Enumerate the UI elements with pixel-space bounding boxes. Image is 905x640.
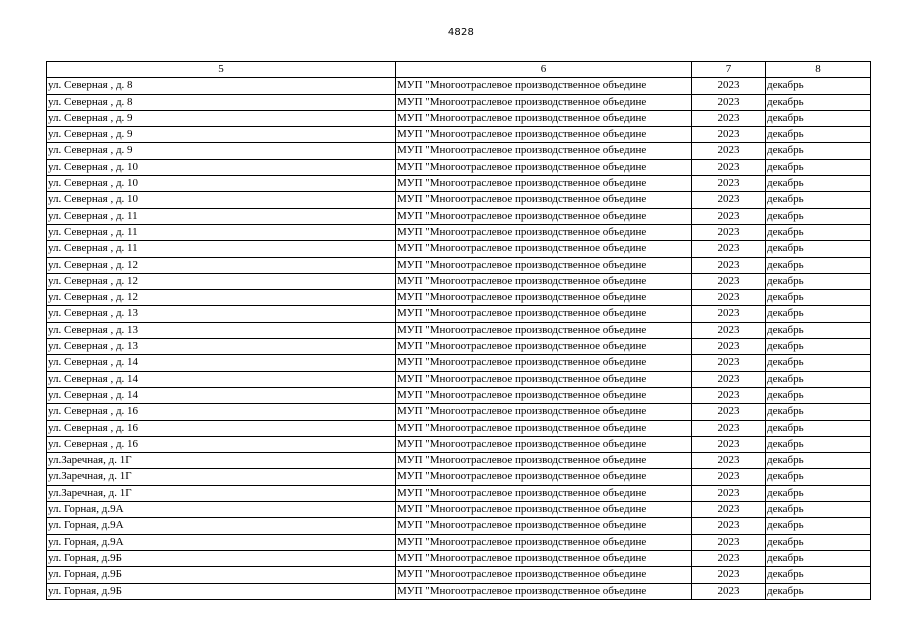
organization-cell: МУП "Многоотраслевое производственное объедине — [396, 208, 692, 224]
year-cell: 2023 — [692, 241, 766, 257]
year-cell: 2023 — [692, 110, 766, 126]
table-row — [47, 127, 871, 143]
month-cell: декабрь — [766, 176, 871, 192]
month-cell: декабрь — [766, 241, 871, 257]
year-cell: 2023 — [692, 355, 766, 371]
year-cell: 2023 — [692, 94, 766, 110]
table-row — [47, 192, 871, 208]
month-cell: декабрь — [766, 502, 871, 518]
organization-cell: МУП "Многоотраслевое производственное объедине — [396, 143, 692, 159]
year-cell: 2023 — [692, 143, 766, 159]
address-cell: ул. Горная, д.9Б — [47, 550, 396, 566]
year-cell: 2023 — [692, 404, 766, 420]
table-row — [47, 371, 871, 387]
organization-cell: МУП "Многоотраслевое производственное объедине — [396, 420, 692, 436]
year-cell: 2023 — [692, 257, 766, 273]
year-cell: 2023 — [692, 290, 766, 306]
address-cell: ул. Северная , д. 12 — [47, 290, 396, 306]
table-row — [47, 355, 871, 371]
year-cell: 2023 — [692, 224, 766, 240]
year-cell: 2023 — [692, 485, 766, 501]
organization-cell: МУП "Многоотраслевое производственное объедине — [396, 502, 692, 518]
organization-cell: МУП "Многоотраслевое производственное объедине — [396, 159, 692, 175]
table-row — [47, 583, 871, 599]
table-row — [47, 387, 871, 403]
year-cell: 2023 — [692, 387, 766, 403]
organization-cell: МУП "Многоотраслевое производственное объедине — [396, 127, 692, 143]
table-row — [47, 322, 871, 338]
register-table — [46, 61, 871, 600]
organization-cell: МУП "Многоотраслевое производственное объедине — [396, 355, 692, 371]
organization-cell: МУП "Многоотраслевое производственное объедине — [396, 404, 692, 420]
month-cell: декабрь — [766, 453, 871, 469]
table-row — [47, 306, 871, 322]
month-cell: декабрь — [766, 224, 871, 240]
organization-cell: МУП "Многоотраслевое производственное объедине — [396, 176, 692, 192]
table-row — [47, 273, 871, 289]
address-cell: ул. Северная , д. 14 — [47, 387, 396, 403]
year-cell: 2023 — [692, 127, 766, 143]
table-row — [47, 436, 871, 452]
organization-cell: МУП "Многоотраслевое производственное объедине — [396, 290, 692, 306]
month-cell: декабрь — [766, 518, 871, 534]
address-cell: ул. Северная , д. 11 — [47, 224, 396, 240]
organization-cell: МУП "Многоотраслевое производственное объедине — [396, 241, 692, 257]
table-body — [47, 78, 871, 600]
address-cell: ул. Северная , д. 16 — [47, 420, 396, 436]
address-cell: ул. Северная , д. 9 — [47, 110, 396, 126]
month-cell: декабрь — [766, 355, 871, 371]
organization-cell: МУП "Многоотраслевое производственное объедине — [396, 110, 692, 126]
organization-cell: МУП "Многоотраслевое производственное объедине — [396, 306, 692, 322]
year-cell: 2023 — [692, 322, 766, 338]
organization-cell: МУП "Многоотраслевое производственное объедине — [396, 257, 692, 273]
year-cell: 2023 — [692, 306, 766, 322]
organization-cell: МУП "Многоотраслевое производственное объедине — [396, 273, 692, 289]
address-cell: ул. Северная , д. 8 — [47, 78, 396, 94]
address-cell: ул. Северная , д. 10 — [47, 192, 396, 208]
address-cell: ул. Горная, д.9А — [47, 534, 396, 550]
address-cell: ул. Горная, д.9Б — [47, 567, 396, 583]
organization-cell: МУП "Многоотраслевое производственное объедине — [396, 485, 692, 501]
year-cell: 2023 — [692, 159, 766, 175]
month-cell: декабрь — [766, 127, 871, 143]
month-cell: декабрь — [766, 273, 871, 289]
table-row — [47, 110, 871, 126]
table-row — [47, 208, 871, 224]
address-cell: ул. Северная , д. 16 — [47, 404, 396, 420]
column-header-5: 5 — [47, 62, 396, 78]
table-row — [47, 404, 871, 420]
table-row — [47, 420, 871, 436]
table-row — [47, 567, 871, 583]
organization-cell: МУП "Многоотраслевое производственное объедине — [396, 518, 692, 534]
month-cell: декабрь — [766, 306, 871, 322]
page-number: 4828 — [447, 27, 475, 38]
table-row — [47, 257, 871, 273]
organization-cell: МУП "Многоотраслевое производственное объедине — [396, 469, 692, 485]
year-cell: 2023 — [692, 469, 766, 485]
month-cell: декабрь — [766, 550, 871, 566]
organization-cell: МУП "Многоотраслевое производственное объедине — [396, 583, 692, 599]
month-cell: декабрь — [766, 143, 871, 159]
month-cell: декабрь — [766, 420, 871, 436]
year-cell: 2023 — [692, 371, 766, 387]
address-cell: ул. Северная , д. 13 — [47, 339, 396, 355]
year-cell: 2023 — [692, 78, 766, 94]
address-cell: ул. Горная, д.9Б — [47, 583, 396, 599]
month-cell: декабрь — [766, 159, 871, 175]
table-row — [47, 339, 871, 355]
address-cell: ул. Северная , д. 9 — [47, 143, 396, 159]
address-cell: ул. Северная , д. 12 — [47, 273, 396, 289]
table-row — [47, 485, 871, 501]
address-cell: ул. Северная , д. 9 — [47, 127, 396, 143]
organization-cell: МУП "Многоотраслевое производственное объедине — [396, 94, 692, 110]
address-cell: ул. Северная , д. 8 — [47, 94, 396, 110]
organization-cell: МУП "Многоотраслевое производственное объедине — [396, 371, 692, 387]
year-cell: 2023 — [692, 436, 766, 452]
year-cell: 2023 — [692, 192, 766, 208]
organization-cell: МУП "Многоотраслевое производственное объедине — [396, 550, 692, 566]
organization-cell: МУП "Многоотраслевое производственное объедине — [396, 567, 692, 583]
table-row — [47, 290, 871, 306]
column-header-6: 6 — [396, 62, 692, 78]
table-header — [47, 62, 871, 78]
table-row — [47, 143, 871, 159]
organization-cell: МУП "Многоотраслевое производственное объедине — [396, 387, 692, 403]
year-cell: 2023 — [692, 339, 766, 355]
month-cell: декабрь — [766, 322, 871, 338]
year-cell: 2023 — [692, 176, 766, 192]
month-cell: декабрь — [766, 257, 871, 273]
year-cell: 2023 — [692, 420, 766, 436]
address-cell: ул. Северная , д. 14 — [47, 355, 396, 371]
address-cell: ул. Северная , д. 16 — [47, 436, 396, 452]
month-cell: декабрь — [766, 583, 871, 599]
organization-cell: МУП "Многоотраслевое производственное объедине — [396, 78, 692, 94]
organization-cell: МУП "Многоотраслевое производственное объедине — [396, 534, 692, 550]
address-cell: ул. Северная , д. 13 — [47, 322, 396, 338]
month-cell: декабрь — [766, 469, 871, 485]
month-cell: декабрь — [766, 192, 871, 208]
month-cell: декабрь — [766, 94, 871, 110]
month-cell: декабрь — [766, 436, 871, 452]
year-cell: 2023 — [692, 583, 766, 599]
month-cell: декабрь — [766, 371, 871, 387]
year-cell: 2023 — [692, 208, 766, 224]
month-cell: декабрь — [766, 567, 871, 583]
month-cell: декабрь — [766, 485, 871, 501]
month-cell: декабрь — [766, 404, 871, 420]
table-row — [47, 518, 871, 534]
month-cell: декабрь — [766, 78, 871, 94]
table-row — [47, 469, 871, 485]
year-cell: 2023 — [692, 567, 766, 583]
table-row — [47, 78, 871, 94]
table-row — [47, 94, 871, 110]
organization-cell: МУП "Многоотраслевое производственное объедине — [396, 192, 692, 208]
year-cell: 2023 — [692, 453, 766, 469]
month-cell: декабрь — [766, 534, 871, 550]
organization-cell: МУП "Многоотраслевое производственное объедине — [396, 224, 692, 240]
year-cell: 2023 — [692, 518, 766, 534]
header-row — [47, 62, 871, 78]
address-cell: ул. Северная , д. 11 — [47, 208, 396, 224]
table-row — [47, 550, 871, 566]
month-cell: декабрь — [766, 339, 871, 355]
address-cell: ул.Заречная, д. 1Г — [47, 469, 396, 485]
year-cell: 2023 — [692, 550, 766, 566]
address-cell: ул. Северная , д. 10 — [47, 176, 396, 192]
month-cell: декабрь — [766, 290, 871, 306]
organization-cell: МУП "Многоотраслевое производственное объедине — [396, 322, 692, 338]
address-cell: ул. Северная , д. 13 — [47, 306, 396, 322]
year-cell: 2023 — [692, 502, 766, 518]
month-cell: декабрь — [766, 208, 871, 224]
address-cell: ул. Горная, д.9А — [47, 502, 396, 518]
address-cell: ул. Горная, д.9А — [47, 518, 396, 534]
table-row — [47, 453, 871, 469]
table-row — [47, 224, 871, 240]
address-cell: ул. Северная , д. 12 — [47, 257, 396, 273]
organization-cell: МУП "Многоотраслевое производственное объедине — [396, 453, 692, 469]
column-header-8: 8 — [766, 62, 871, 78]
year-cell: 2023 — [692, 534, 766, 550]
address-cell: ул.Заречная, д. 1Г — [47, 485, 396, 501]
address-cell: ул.Заречная, д. 1Г — [47, 453, 396, 469]
month-cell: декабрь — [766, 387, 871, 403]
organization-cell: МУП "Многоотраслевое производственное объедине — [396, 339, 692, 355]
address-cell: ул. Северная , д. 11 — [47, 241, 396, 257]
organization-cell: МУП "Многоотраслевое производственное объедине — [396, 436, 692, 452]
month-cell: декабрь — [766, 110, 871, 126]
table-row — [47, 176, 871, 192]
column-header-7: 7 — [692, 62, 766, 78]
year-cell: 2023 — [692, 273, 766, 289]
address-cell: ул. Северная , д. 10 — [47, 159, 396, 175]
table-row — [47, 502, 871, 518]
table-row — [47, 534, 871, 550]
table-row — [47, 159, 871, 175]
table-row — [47, 241, 871, 257]
address-cell: ул. Северная , д. 14 — [47, 371, 396, 387]
